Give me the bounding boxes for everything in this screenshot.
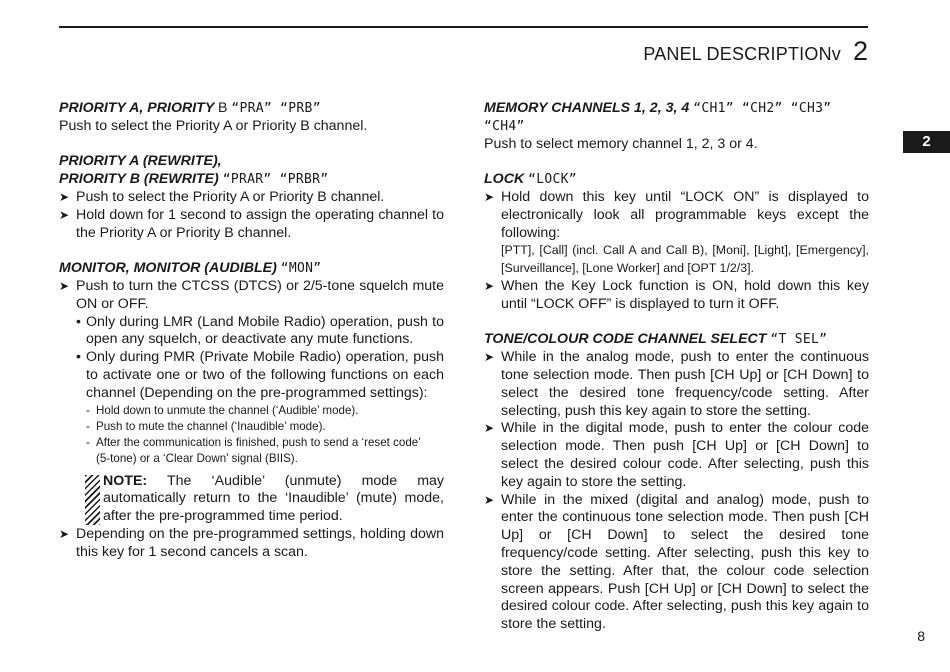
arrow-icon: ➤ [484, 189, 495, 204]
arrow-icon: ➤ [59, 278, 70, 293]
note-hatch-icon [85, 475, 100, 525]
tone-select-lcd-label: “T SEL” [770, 332, 828, 348]
priority-rewrite-lcd-label: “PRAR” “PRBR” [222, 172, 329, 188]
bullet-icon: • [76, 349, 81, 366]
lock-heading [484, 171, 869, 189]
header-section-number: 2 [852, 36, 868, 66]
list-item: ➤ While in the digital mode, push to enter the colour code selection mode. Then push [CH Up] or [CH Down] to select the desired colour code. After selecting, push this key again to store the setting. [484, 420, 869, 490]
priority-rewrite-heading-2 [59, 171, 444, 189]
priority-heading [59, 100, 444, 118]
right-column [484, 100, 869, 634]
note-label: NOTE: [103, 472, 148, 489]
list-item: ➤ Hold down this key until “LOCK ON” is displayed to electronically look all programmable keys except the following: [PTT], [Call] (incl. Call A and Call B), [Moni], [Light], [Emergency], [Surveillance], [Lone Worker] and [OPT 1/2/3]. [484, 189, 869, 278]
sub-sub-list-item: - Hold down to unmute the channel (‘Audible’ mode). [86, 403, 359, 417]
priority-lcd-label: “PRA” “PRB” [231, 101, 321, 116]
list-item: ➤ Depending on the pre-programmed settings, holding down this key for 1 second cancels a scan. [59, 525, 444, 560]
memory-channels-heading-text: MEMORY CHANNELS 1, 2, 3, 4 [484, 100, 690, 116]
page-number: 8 [917, 628, 925, 644]
header-title: PANEL DESCRIPTIONv [643, 44, 841, 64]
list-item: ➤ Hold down for 1 second to assign the operating channel to the Priority A or Priority B channel. [59, 206, 444, 241]
top-rule [59, 26, 868, 28]
note-text: The ‘Audible’ (unmute) mode may automatically return to the ‘Inaudible’ (mute) mode, after the pre-programmed time period. [103, 472, 444, 525]
list-item: ➤ While in the analog mode, push to enter the continuous tone selection mode. Then push [CH Up] or [CH Down] to select the desired tone frequency/code setting. After selecting, push this key again to store the setting. [484, 349, 869, 419]
section-tab: 2 [903, 131, 950, 153]
monitor-lcd-label: “MON” [280, 261, 322, 277]
lock-exceptions-list: [PTT], [Call] (incl. Call A and Call B), [Moni], [Light], [Emergency], [Surveillance], [Lone Worker] and [OPT 1/2/3]. [501, 243, 869, 276]
priority-heading-text: PRIORITY A, PRIORITY [59, 100, 215, 116]
lock-lcd-label: “LOCK” [528, 172, 577, 188]
memory-channels-description: Push to select memory channel 1, 2, 3 or 4. [484, 135, 758, 152]
sub-list-item: • Only during LMR (Land Mobile Radio) operation, push to open any squelch, or deactivate any mute functions. [76, 313, 444, 348]
memory-channels-heading [484, 100, 869, 136]
arrow-icon: ➤ [484, 421, 495, 436]
monitor-heading-text: MONITOR, MONITOR (AUDIBLE) [59, 260, 277, 277]
priority-rewrite-heading-text: PRIORITY B (REWRITE) [59, 171, 219, 188]
arrow-icon: ➤ [484, 350, 495, 365]
list-item: ➤ When the Key Lock function is ON, hold down this key until “LOCK OFF” is displayed to turn it OFF. [484, 277, 869, 312]
arrow-icon: ➤ [59, 189, 70, 204]
monitor-heading [59, 260, 444, 278]
left-column [59, 100, 444, 562]
arrow-icon: ➤ [484, 278, 495, 293]
priority-heading-b: B [218, 100, 228, 116]
tone-select-heading-text: TONE/COLOUR CODE CHANNEL SELECT [484, 331, 767, 348]
priority-rewrite-heading-1: PRIORITY A (REWRITE), [59, 153, 222, 170]
arrow-icon: ➤ [59, 526, 70, 541]
list-item: ➤ Push to turn the CTCSS (DTCS) or 2/5-tone squelch mute ON or OFF. [59, 277, 444, 312]
tone-select-heading [484, 331, 869, 349]
list-item: ➤ While in the mixed (digital and analog) mode, push to enter the continuous tone selection mode. Then push [CH Up] or [CH Down] to select the desired tone frequency/code setting. After selecting, push this key to store the setting. After that, the colour code selection screen appears. Push [CH Up] or [CH Down] to select the desired colour code. After selecting, push this key again to store the setting. [484, 491, 869, 633]
sub-list-item: • Only during PMR (Private Mobile Radio) operation, push to activate one or two of the following functions on each channel (Depending on the pre-programmed settings): [76, 349, 444, 401]
bullet-icon: • [76, 313, 81, 330]
list-item: ➤ Push to select the Priority A or Priority B channel. [59, 188, 385, 205]
priority-description: Push to select the Priority A or Priority B channel. [59, 117, 368, 134]
note-box [59, 473, 444, 526]
page-header [643, 36, 868, 67]
lock-heading-text: LOCK [484, 171, 525, 188]
memory-channels-lcd-label: “CH1” “CH2” “CH3” “CH4” [484, 101, 832, 134]
sub-sub-list-item: - After the communication is finished, push to send a ‘reset code’ (5-tone) or a ‘Clear Down’ signal (BIIS). [86, 435, 421, 465]
sub-sub-list-item: - Push to mute the channel (‘Inaudible’ mode). [86, 419, 326, 433]
arrow-icon: ➤ [59, 207, 70, 222]
arrow-icon: ➤ [484, 492, 495, 507]
